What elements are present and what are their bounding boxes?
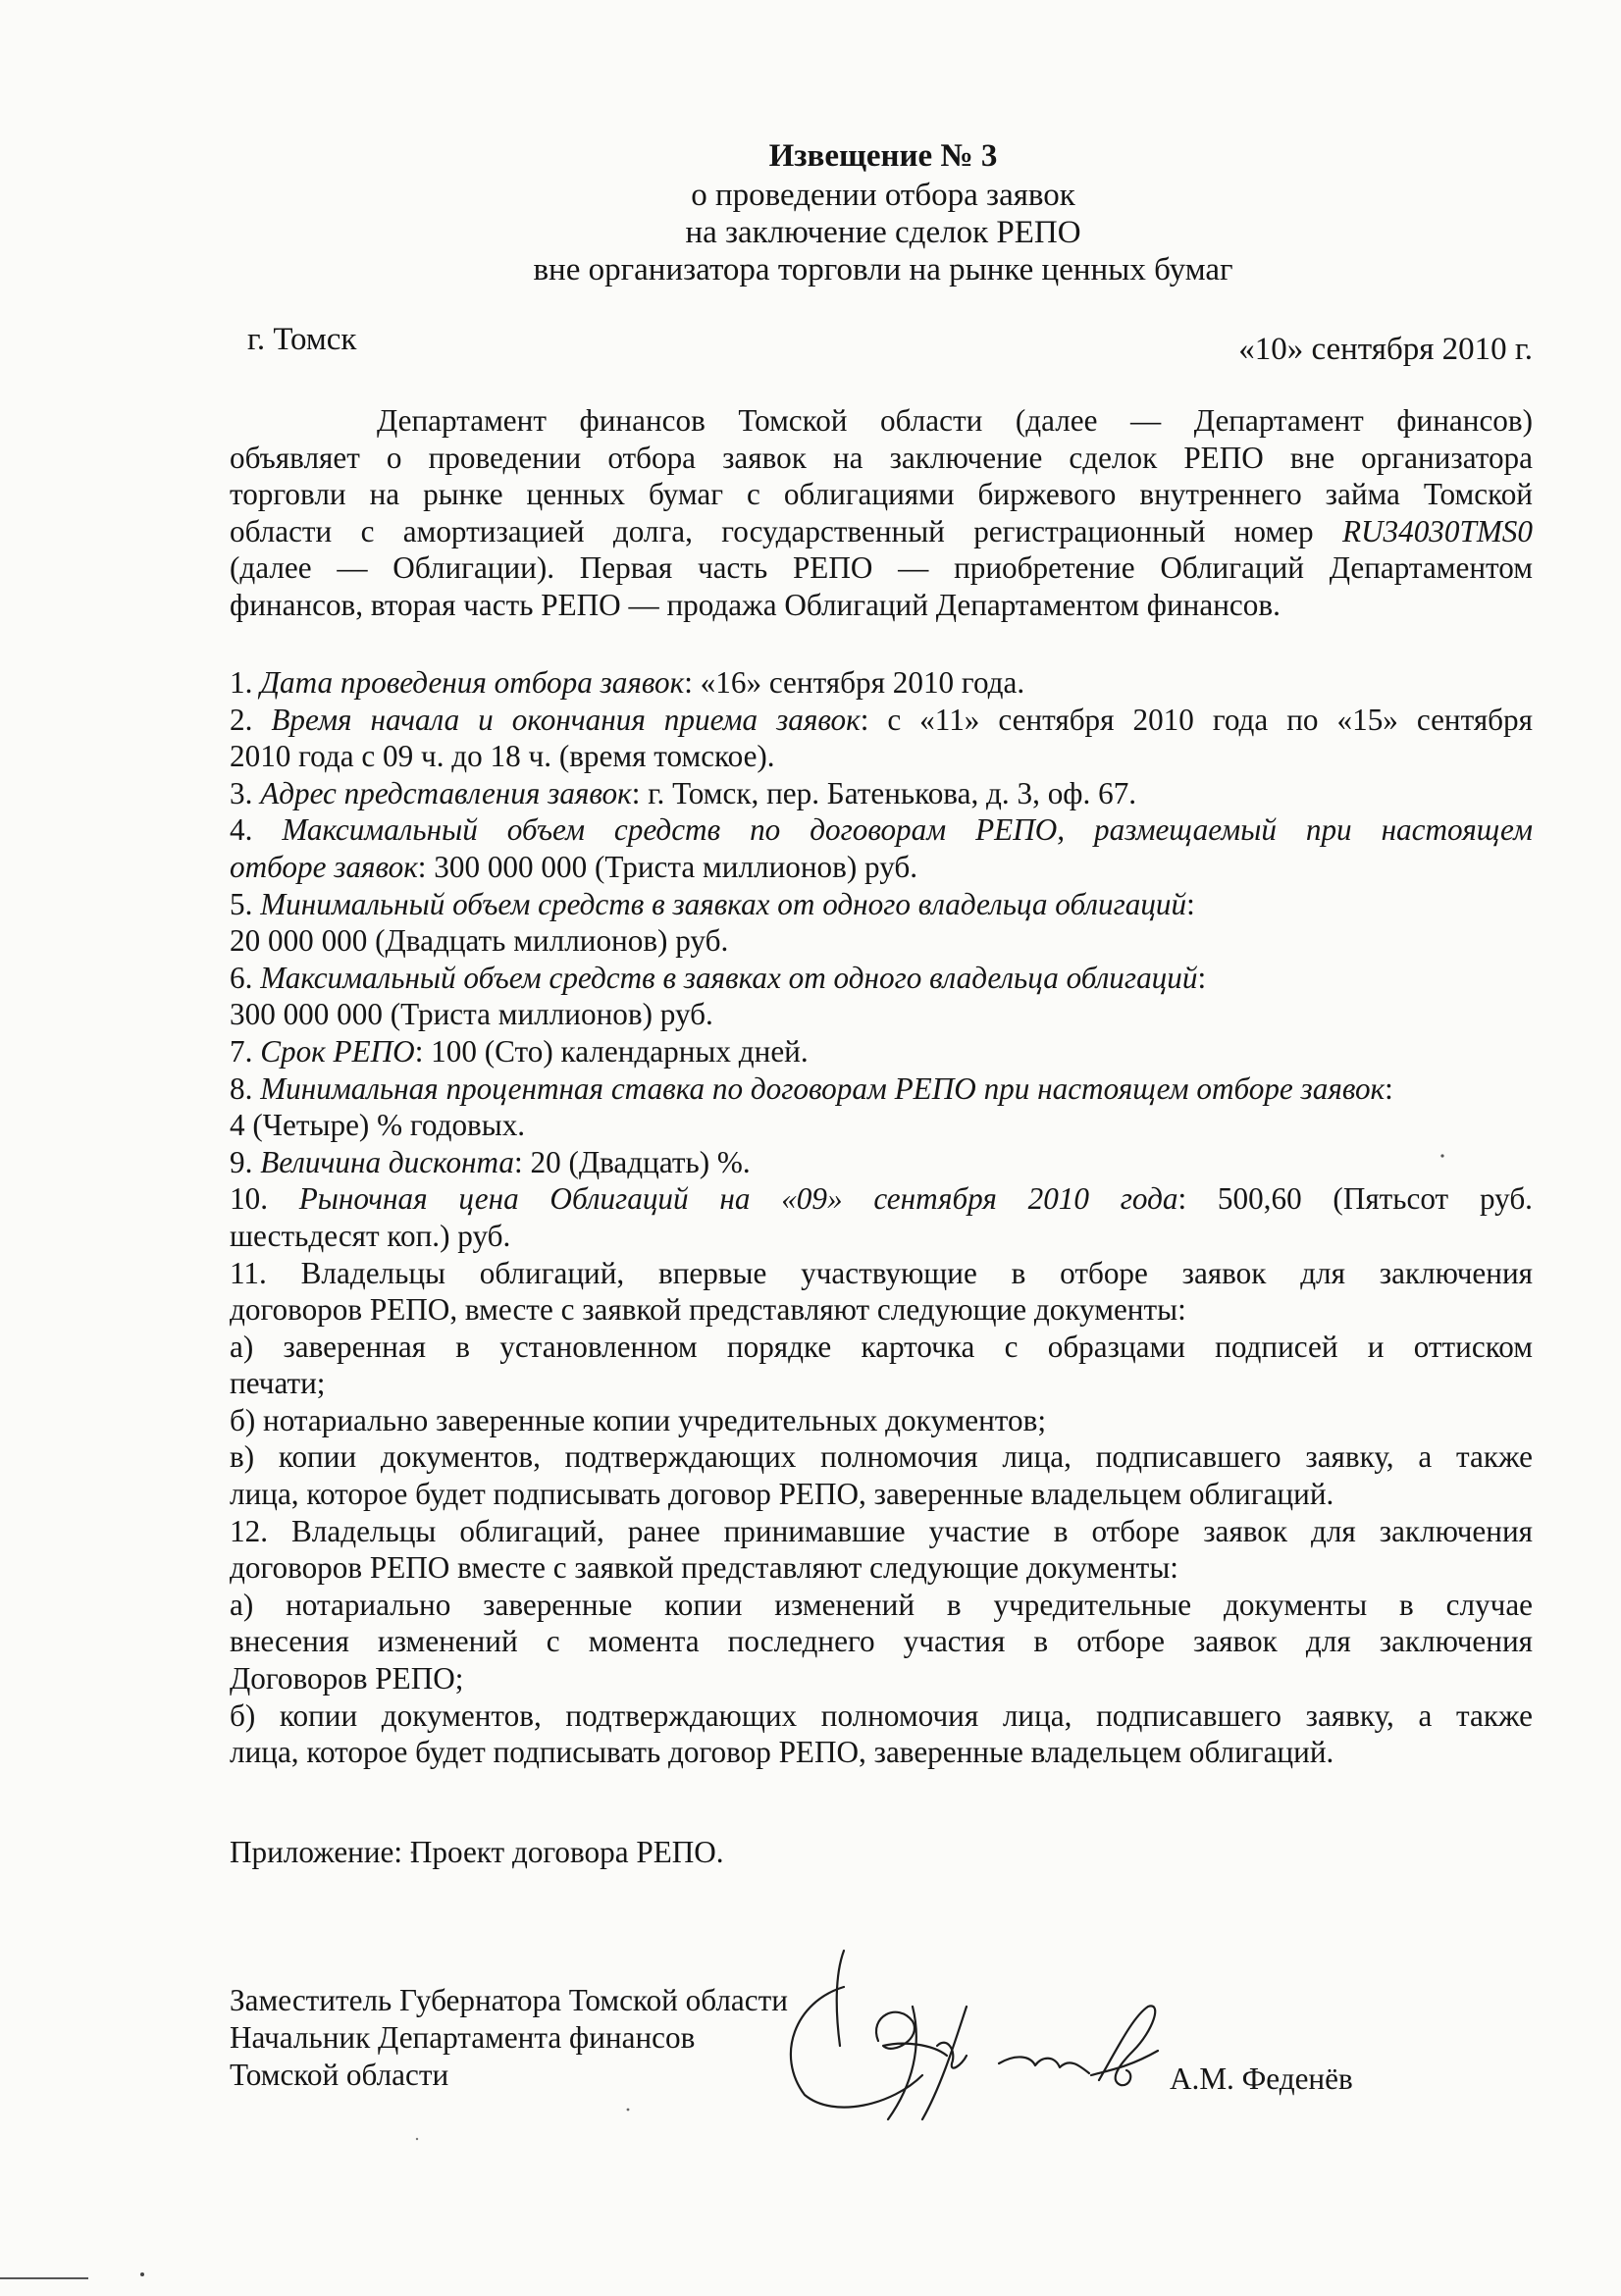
signatory-position: Начальник Департамента финансов xyxy=(230,2020,696,2055)
list-item: 11. Владельцы облигаций, впервые участвующие в отборе заявок для заключения xyxy=(230,1255,1533,1290)
signature-block xyxy=(230,1982,788,2094)
sub-item: а) нотариально заверенные копии изменений в учредительные документы в случае xyxy=(230,1587,1533,1622)
list-item xyxy=(230,775,1533,812)
item-number: 4. xyxy=(230,812,283,848)
item-number: 6. xyxy=(230,960,261,995)
item-text: : xyxy=(1385,1070,1393,1106)
terms-list xyxy=(230,664,1533,1771)
item-label: Время начала и окончания приема заявок xyxy=(271,702,861,737)
item-label: Минимальная процентная ставка по договорам РЕПО при настоящем отборе заявок xyxy=(260,1070,1386,1106)
list-item-continuation: шестьдесят коп.) руб. xyxy=(230,1218,511,1253)
sub-item-continuation: лица, которое будет подписывать договор РЕПО, заверенные владельцем облигаций. xyxy=(230,1735,1334,1770)
item-number: 7. xyxy=(230,1033,261,1069)
item-number: 2. xyxy=(230,702,272,737)
document-place: г. Томск xyxy=(247,322,357,357)
item-label: Величина дисконта xyxy=(260,1144,515,1179)
intro-line: торговли на рынке ценных бумаг с облигациями биржевого внутреннего займа Томской xyxy=(230,477,1533,512)
sub-item: а) заверенная в установленном порядке карточка с образцами подписей и оттиском xyxy=(230,1329,1533,1364)
list-item-continuation: 2010 года с 09 ч. до 18 ч. (время томское). xyxy=(230,739,775,774)
sub-item-continuation: внесения изменений с момента последнего участия в отборе заявок для заключения xyxy=(230,1624,1533,1659)
subtitle-line-3: вне организатора торговли на рынке ценных бумаг xyxy=(533,252,1233,287)
item-text: : г. Томск, пер. Батенькова, д. 3, оф. 67. xyxy=(631,775,1137,810)
item-text: : 500,60 (Пятьсот руб. xyxy=(1177,1181,1533,1217)
sub-item: б) нотариально заверенные копии учредительных документов; xyxy=(230,1402,1047,1437)
item-label: Дата проведения отбора заявок xyxy=(260,665,685,700)
subtitle-line-2: на заключение сделок РЕПО xyxy=(685,215,1081,250)
signatory-position: Томской области xyxy=(230,2058,449,2092)
sub-item-continuation: печати; xyxy=(230,1366,326,1401)
item-text: : с «11» сентября 2010 года по «15» сентября xyxy=(860,702,1533,737)
list-item-value: 20 000 000 (Двадцать миллионов) руб. xyxy=(230,923,729,959)
item-text: : 100 (Сто) календарных дней. xyxy=(414,1033,809,1069)
item-text: : 20 (Двадцать) %. xyxy=(514,1144,751,1179)
registration-number: RU34030TMS0 xyxy=(1341,513,1533,548)
signature-stroke xyxy=(999,2057,1089,2073)
list-item xyxy=(230,1180,1533,1218)
intro-paragraph xyxy=(230,402,1533,624)
signature-stroke xyxy=(937,2043,967,2068)
list-item xyxy=(230,811,1533,849)
signatory-position: Заместитель Губернатора Томской области xyxy=(230,1983,788,2017)
item-number: 9. xyxy=(230,1144,261,1179)
signature-stroke xyxy=(876,2012,947,2056)
signature-stroke xyxy=(1091,2051,1158,2075)
list-item-continuation xyxy=(230,849,1533,886)
intro-line: объявляет о проведении отбора заявок на заключение сделок РЕПО вне организатора xyxy=(230,440,1533,475)
signature-stroke xyxy=(1099,2006,1155,2085)
sub-item: в) копии документов, подтверждающих полномочия лица, подписавшего заявку, а также xyxy=(230,1439,1533,1475)
intro-line xyxy=(230,513,1533,550)
speck xyxy=(140,2272,144,2276)
sub-item-continuation: лица, которое будет подписывать договор РЕПО, заверенные владельцем облигаций. xyxy=(230,1477,1334,1512)
item-number: 5. xyxy=(230,886,261,921)
list-item-value: 4 (Четыре) % годовых. xyxy=(230,1108,526,1143)
signer-name: А.М. Феденёв xyxy=(1170,2061,1353,2096)
item-number: 10. xyxy=(230,1181,299,1217)
handwritten-signature xyxy=(775,1948,1187,2144)
item-number: 1. xyxy=(230,665,261,700)
item-number: 3. xyxy=(230,775,261,810)
intro-text: области с амортизацией долга, государственный регистрационный номер xyxy=(230,513,1342,548)
item-text: : «16» сентября 2010 года. xyxy=(684,665,1025,700)
document-title: Извещение № 3 xyxy=(768,138,998,174)
intro-line: Департамент финансов Томской области (далее — Департамент финансов) xyxy=(377,403,1533,438)
list-item xyxy=(230,960,1533,997)
item-label: Минимальный объем средств в заявках от одного владельца облигаций xyxy=(260,886,1187,921)
item-number: 8. xyxy=(230,1070,261,1106)
signature-stroke xyxy=(791,1987,922,2108)
item-text: : xyxy=(1186,886,1195,921)
list-item-value: 300 000 000 (Триста миллионов) руб. xyxy=(230,997,713,1032)
item-text: : 300 000 000 (Триста миллионов) руб. xyxy=(417,849,918,884)
item-text: : xyxy=(1197,960,1207,995)
item-label: Максимальный объем средств в заявках от одного владельца облигаций xyxy=(260,960,1198,995)
list-item xyxy=(230,664,1533,702)
list-item xyxy=(230,1033,1533,1070)
intro-line: (далее — Облигации). Первая часть РЕПО — приобретение Облигаций Департаментом xyxy=(230,550,1533,586)
item-label: Рыночная цена Облигаций на «09» сентября 2010 года xyxy=(298,1181,1178,1217)
speck xyxy=(416,2138,418,2140)
list-item xyxy=(230,1144,1533,1181)
signature-stroke xyxy=(837,1951,844,2046)
sub-item: б) копии документов, подтверждающих полномочия лица, подписавшего заявку, а также xyxy=(230,1697,1533,1733)
item-label: отборе заявок xyxy=(230,849,418,884)
list-item-continuation: договоров РЕПО, вместе с заявкой представляют следующие документы: xyxy=(230,1292,1186,1328)
document-date: «10» сентября 2010 г. xyxy=(1238,332,1533,367)
intro-line: финансов, вторая часть РЕПО — продажа Облигаций Департаментом финансов. xyxy=(230,587,1281,622)
list-item: 12. Владельцы облигаций, ранее принимавшие участие в отборе заявок для заключения xyxy=(230,1513,1533,1548)
item-label: Адрес представления заявок xyxy=(260,775,632,810)
appendix-note: Приложение: Проект договора РЕПО. xyxy=(230,1835,724,1869)
list-item xyxy=(230,702,1533,739)
sub-item-continuation: Договоров РЕПО; xyxy=(230,1661,464,1696)
list-item-continuation: договоров РЕПО вместе с заявкой представляют следующие документы: xyxy=(230,1550,1178,1586)
signature-stroke xyxy=(888,2007,916,2119)
item-label: Максимальный объем средств по договорам РЕПО, размещаемый при настоящем xyxy=(282,812,1533,848)
signature-stroke xyxy=(922,2007,967,2119)
list-item xyxy=(230,1070,1533,1108)
speck xyxy=(627,2109,630,2112)
item-label: Срок РЕПО xyxy=(260,1033,415,1069)
list-item xyxy=(230,886,1533,923)
subtitle-line-1: о проведении отбора заявок xyxy=(691,178,1075,213)
